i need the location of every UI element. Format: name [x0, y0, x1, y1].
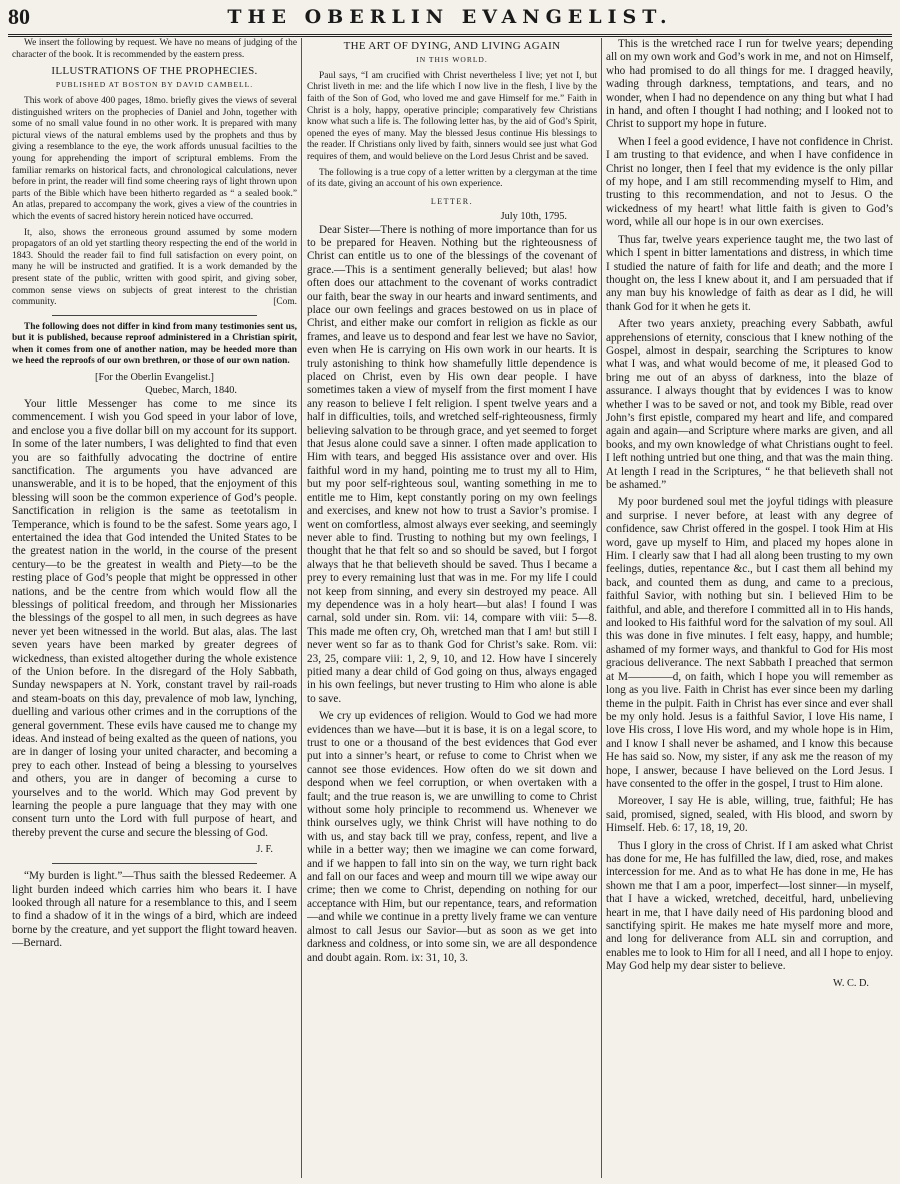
section-divider	[52, 315, 257, 316]
column-3	[606, 38, 893, 1178]
letter-paragraph: Thus I glory in the cross of Christ. If I am asked what Christ has done for me, He has fulfilled the law, died, rose, and makes intercession for me. And as to what He has done in me, He has shown me that I am a poor, imperfect—lost sinner—in myself, that I have a wicked, wretched, deceitful, hard, unbelieving heart in me, that I have daily need of His pardoning blood and sanctifying spirit. He makes me hate myself more and more, and long for deliverance from ALL sin and corruption, and enables me to look to Him for all I need, and all I hope to enjoy. May God help my dear sister to believe.	[606, 839, 893, 973]
letter-signature: J. F.	[256, 844, 273, 856]
letter-source-line: [For the Oberlin Evangelist.]	[95, 372, 214, 384]
article-credit: [Com.	[273, 297, 297, 308]
letter-paragraph: We cry up evidences of religion. Would to God we had more evidences than we have—but it is base, it is on a legal score, to trust to one or a thousand of the best evidences that God ever put into a sinner’s heart, or refuse to come to Christ when we cannot see those evidences. How often do we sit down and despond when we feel corruption, or when overtaken with a fault; and the true reason is, we are unwilling to come to Christ without some holy principle to recommend us. Whenever we think ourselves ugly, we think Christ will have nothing to do with us, and stay back till we pray, confess, repent, and live a while in a better way; then we imagine we can come forward, and if we happen to fall into sin on the way, we turn right back and fall on our faces and weep and mourn till we wipe away our crime; then we come to Christ, depending on nothing for our acceptance with Him, but our repentance, tears, and reformation—and while we continue in a pretty lively frame we can venture almost to call Jesus our Savior—but as soon as we get into darkness and coldness, or into some sin, we are all despondence and doubt again. Rom. ix: 31, 10, 3.	[307, 710, 597, 964]
article-heading-art-of-dying: THE ART OF DYING, AND LIVING AGAIN	[343, 40, 561, 52]
column-1	[12, 38, 297, 1178]
article-heading-prophecies: ILLUSTRATIONS OF THE PROPHECIES.	[51, 65, 258, 78]
article-paragraph	[12, 228, 297, 309]
article-text: It, also, shows the erroneous ground assumed by some modern propagators of an old yet startling theory respecting the end of the world in 1843. Should the reader fail to find full satisfaction on every point, on many he will be instructed and gratified. It is a work demanded by the present state of the public, written with good spirit, and giving sober, common sense views on subjects of great interest to the christian community.	[12, 227, 297, 308]
page-number: 80	[8, 4, 30, 29]
letter-paragraph: Your little Messenger has come to me since its commencement. I wish you God speed in your labor of love, and enclose you a five dollar bill on my account for its support. In some of the later numbers, I was delighted to find that even you are so faithfully advocating the doctrine of entire sanctification. The arguments you have advanced are unanswerable, and it is to be hoped, that the enjoyment of this blessing will soon be the common experience of God’s people. Sanctification in religion is the same as teetotalism in Temperance, which is found to be the safest. Some years ago, I entertained the idea that God intended the United States to be the greatest nation in the world, in the course of the present century—to be the greatest in wealth and Piety—to be the resting place of God’s people that might be oppressed in other nations, and be the centre from which would flow all the blessings of political freedom, and through her Missionaries the blessings of the gospel to all men, in such degrees as have never yet been witnessed in the world. But alas, alas. The last seven years have been marked by greater degrees of wickedness, than existed altogether during the whole existence of the Union before. In the disregard of the Holy Sabbath, Sunday newspapers at N. York, constant travel by rail-roads and steam-boats on this day, prevalence of mob law, lynching, duelling and various other crimes and in the corruptions of the general government. These evils have caused me to change my ideas. And instead of being exalted as the queen of nations, you are in danger of losing your united character, and becoming a prey to each other. Instead of being a blessing to yourselves and others, you are in danger of becoming a curse to yourselves and to the world. Which may God prevent by learning the people a pure language that they may with one consent turn unto the Lord with full purpose of heart, and thereby prevent the curse and secure the blessing of God.	[12, 397, 297, 839]
letter-paragraph: Dear Sister—There is nothing of more importance than for us to be prepared for Heaven. Nothing but the righteousness of Christ can entitle us to one of the blessings of the covenant of grace.—This is a sentiment generally believed; but alas! how often does our attachment to the covenant of works contradict our faith, bear the sway in our hearts and inward sentiments, and place our own feelings and graces bestowed on us in place of Christ, and either make our comfort in religion as fickle as our frames, and leave us to despond and fear lest we have no Savior, even when He is carrying on His own work in our hearts. It is truly astonishing to think how shamefully little dependence is placed on Christ, even by His own dear people. I have sometimes taken a view of myself from the first moment I have any reason to believe I felt religion. I spent twelve years and a half in difficulties, toils, and wretched self-righteousness, firmly believing salvation to be through grace, and yet seemed to forget that Jesus alone could save a sinner. I often made application to Him with tears, and begged His assistance over and over. His faithful word in my hand, pointing me to trust my all to Him, but my poor self-righteous soul, wanting something in me to entitle me to Him, kept constantly poring on my own feelings and exercises, and knew not how to trust a Savior’s promise. I went on comfortless, almost always ever seeking, and seemingly never able to find. Trusting to nothing but my own feelings, I thought that he that felt so and so should be saved, but I forgot always that he that believeth should be saved. Thus I became a prey to every remaining lust that was in me. For my life I could not keep from sinning, and every sin destroyed my peace. All my dependence was in a holy heart—but alas! I found I was carnal, sold under sin. Rom. vii: 14, compare with viii: 5—8. This made me often cry, Oh, wretched man that I am! but still I never went so far as to thank God for Christ’s sake. Rom. vii: 23, 25, compare viii: 1, 2, 9, 10, and 12. How have I sincerely pitied many a dear child of God going on thus, always engaged in his own feelings, but never trusting to Him who alone is able to save.	[307, 223, 597, 705]
newspaper-title: THE OBERLIN EVANGELIST.	[227, 6, 673, 28]
letter-paragraph: This is the wretched race I run for twelve years; depending all on my own work and God’s work in me, and not on Himself, who had promised to do all things for me. I dragged heavily, wading through darkness, temptations, and tears, and no wonder, when I had no dependence on any thing but what I had in hand, and often I thought I had nothing; and I looked not to Christ to support my hope in future.	[606, 38, 893, 131]
masthead	[8, 4, 892, 37]
article-paragraph: This work of above 400 pages, 18mo. briefly gives the views of several distinguished writers on the prophecies of Daniel and John, together with some of no small value found in no other work. It is prepared with many pictural views of the natural emblems used by the prophets and thus by giving a resemblance to the eye, the work affords unusual facilties to the young for apprehending the import of scriptural emblems. From the familiar remarks on historical facts, and chronological calculations, never before in print, the reader will find some cheering rays of light thrown upon parts of the Bible which have been hitherto regarded as “ a sealed book.” An atlas, prepared to accompany the work, gives a view of the countries in which the events of sacred history herein noticed have occurred.	[12, 96, 297, 222]
letter-label: LETTER.	[430, 196, 474, 206]
article-intro: Paul says, “I am crucified with Christ nevertheless I live; yet not I, but Christ liveth in me: and the life which I now live in the flesh, I live by the faith of the Son of God, who loved me and gave Himself for me.” Faith in Christ is a holy, happy, operative principle; comparatively few Christians know what such a life is. The following letter has, by the aid of God’s Spirit, opened the eyes of many. May the blessed Jesus continue His blessings to the reader. If Christians only lived by faith, sinners would see just what God requires of them, and would believe on the Lord Jesus Christ and be saved.	[307, 70, 597, 162]
section-divider	[52, 863, 257, 864]
letter-paragraph: When I feel a good evidence, I have not confidence in Christ. I am trusting to that evidence, and when I have confidence in Christ no longer, then I feel that my evidence is the only pillar of my hope, and I am still recommending myself to Him, and trusting to this recommendation, and not to Jesus. O the wickedness of my heart! what little faith is given to God’s word, while all our hope is in our own exercises.	[606, 135, 893, 229]
letter-dateline: Quebec, March, 1840.	[145, 384, 237, 396]
letter-signature: W. C. D.	[833, 977, 869, 989]
letter-paragraph: Moreover, I say He is able, willing, true, faithful; He has said, promised, signed, sealed, with His blood, and sworn by Himself. Heb. 6: 17, 18, 19, 20.	[606, 795, 893, 835]
letter-paragraph: Thus far, twelve years experience taught me, the two last of which I spent in bitter lamentations and distress, in which time I studied the nature of faith for life and death; and the more I thought on, the less I knew about it, and I am persuaded that if any man buy his knowledge of faith as dear as I did, he will thank God for it when he gets it.	[606, 233, 893, 313]
letter-date: July 10th, 1795.	[500, 210, 567, 222]
editor-note: We insert the following by request. We have no means of judging of the character of the book. It is recommended by the eastern press.	[12, 38, 297, 60]
notice-paragraph: The following does not differ in kind from many testimonies sent us, but it is published, because reproof administered in a Christian spirit, when it comes from one of another nation, may be heeded more than we heed the reproofs of our own brethren, or those of our own nation.	[12, 321, 297, 367]
article-subhead: IN THIS WORLD.	[416, 54, 488, 64]
burden-paragraph: “My burden is light.”—Thus saith the blessed Redeemer. A light burden indeed which carries him who bears it. I have looked through all nature for a resemblance to this, and I seem to find a shadow of it in the wings of a bird, which are indeed borne by the creature, and yet support the flight toward heaven.—Bernard.	[12, 870, 297, 950]
letter-paragraph: After two years anxiety, preaching every Sabbath, awful apprehensions of eternity, conscious that I knew nothing of the Gospel, almost in despair, searching the Scriptures to know what I was, and what would become of me, it pleased God to bring me out of an abyss of darkness, into the blaze of assurance. I always thought that by evidences I was to know whether I was to be saved or not, and took my Bible, read over John’s first epistle, compared my heart and life, and compared again and again—and Scripture where marks are given, and all books, and my own knowledge of what Christians ought to feel. I left nothing untried but one thing, and that was the main thing. At length I read in the Scriptures, “ he that believeth shall not be ashamed.”	[606, 318, 893, 491]
letter-paragraph: My poor burdened soul met the joyful tidings with pleasure and surprise. I never before, at least with any degree of confidence, saw Christ offered in the gospel. I took Him at His word, gave up myself to Him, and placed my hopes alone in Him. I clearly saw that I had all along been trusting to my own feelings, duties, repentance &c., but I cast them all behind my back, and counted them as dung, and came to a precious, faithful Savior, with nothing but sin. I believed Him to be faithful, and able, and therefore I committed all in to His hands, and looked to His faithful word for the salvation of my soul. All this was done in five minutes. I felt easy, happy, and humble; ashamed of my former ways, and thankful to God for His most gracious deliverance. The next Sabbath I preached that sermon at M————d, on faith, which I hope you will remember as long as you live. Faith in Christ has ever since been my darling theme in the pulpit. Faith in Christ has ever since and ever shall be my only hold. Jesus is a faithful Savior, I love His name, I love His cross, I love His word, and my whole hope is in Him, and I know I shall never be ashamed, and I know this because He has said so. Now, my sister, if any ask me the reason of my hope, I answer, because I have believed on the Lord Jesus. I have consented to the offer in the gospel, I trust to Him alone.	[606, 496, 893, 790]
article-intro: The following is a true copy of a letter written by a clergyman at the time of its date, giving an account of his own experience.	[307, 167, 597, 190]
article-subhead-publisher: PUBLISHED AT BOSTON BY DAVID CAMBELL.	[55, 80, 254, 90]
column-2	[307, 38, 597, 1178]
column-rule-left	[301, 38, 302, 1178]
column-rule-right	[601, 38, 602, 1178]
